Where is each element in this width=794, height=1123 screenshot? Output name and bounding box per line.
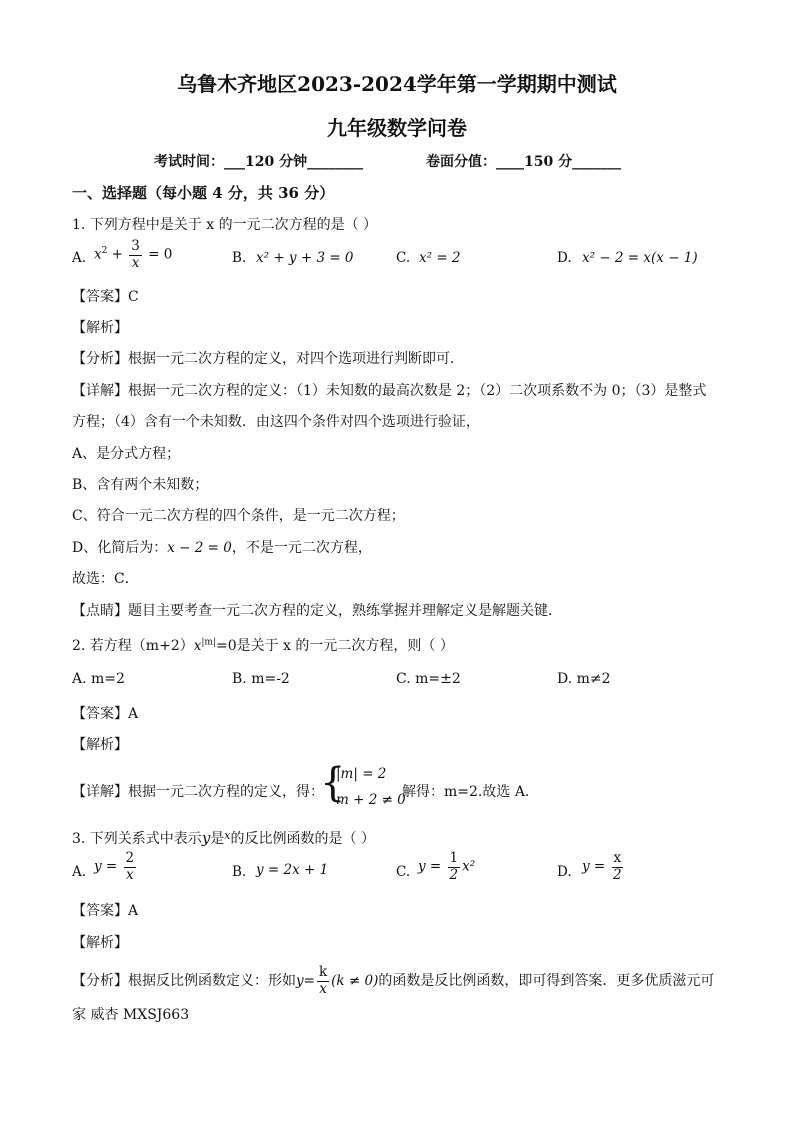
q2-answer: 【答案】A — [72, 706, 139, 722]
q2-solution: 解得：m=2.故选 A. — [402, 784, 530, 800]
q3-option-c-formula: y = $\frac{1}{2}$ x² — [418, 850, 476, 883]
q2-option-b: B. m=-2 — [232, 671, 290, 687]
q1-option-b-label: B. — [232, 250, 247, 266]
q1-answer: 【答案】C — [72, 289, 139, 305]
q3-option-a-formula: y = $\frac{2}{x}$ — [94, 850, 135, 883]
q2-option-d: D. m≠2 — [557, 671, 611, 687]
question-3-stem: 3. 下列关系式中表示y是$^x$的反比例函数的是（ ） — [72, 829, 375, 847]
q2-option-c: C. m=±2 — [396, 671, 461, 687]
full-score: 卷面分值：____150 分_______ — [426, 154, 622, 170]
q2-analysis-label: 【解析】 — [72, 737, 128, 753]
q3-answer: 【答案】A — [72, 903, 139, 919]
q1-fenxi: 【分析】根据一元二次方程的定义，对四个选项进行判断即可． — [72, 351, 464, 367]
q1-dianjing: 【点睛】题目主要考查一元二次方程的定义，熟练掌握并理解定义是解题关键． — [72, 603, 562, 619]
q3-option-d-formula: y = $\frac{x}{2}$ — [582, 850, 622, 883]
question-1-stem: 1. 下列方程中是关于 x 的一元二次方程的是（ ） — [72, 217, 378, 233]
q3-fenxi: 【分析】根据反比例函数定义：形如y= $\frac{k}{x}$ (k ≠ 0)的函数是反比例函数，即可得到答案．更多优质滋元可 — [72, 964, 715, 997]
q1-xiangjie-line1: 【详解】根据一元二次方程的定义：（1）未知数的最高次数是 2；（2）二次项系数不为 0；（3）是整式 — [72, 383, 707, 399]
q1-option-d-formula: x² − 2 = x(x − 1) — [582, 250, 698, 266]
q3-analysis-label: 【解析】 — [72, 935, 128, 951]
q1-option-c-formula: x² = 2 — [419, 250, 461, 266]
system-brace: { — [320, 760, 346, 806]
q1-option-c-label: C. — [396, 250, 411, 266]
q1-option-d-label: D. — [557, 250, 572, 266]
section-heading: 一、选择题（每小题 4 分，共 36 分） — [72, 184, 335, 202]
q1-line-d: D、化简后为：x − 2 = 0，不是一元二次方程， — [72, 540, 372, 556]
q1-line-b: B、含有两个未知数； — [72, 477, 209, 493]
q1-analysis-label: 【解析】 — [72, 320, 128, 336]
q2-system-eq2: m + 2 ≠ 0 — [336, 792, 406, 808]
q3-option-c-label: C. — [396, 864, 411, 880]
q3-option-b-label: B. — [232, 864, 247, 880]
q2-xiangjie: 【详解】根据一元二次方程的定义，得： — [72, 784, 324, 800]
q1-line-a: A、是分式方程； — [72, 446, 181, 462]
question-2-stem: 2. 若方程$(m+2)x^{|m|}=0$是关于 x 的一元二次方程，则（ ） — [72, 637, 454, 654]
q1-xiangjie-line2: 方程；（4）含有一个未知数．由这四个条件对四个选项进行验证， — [72, 414, 480, 430]
exam-time: 考试时间：___120 分钟________ — [154, 154, 364, 170]
q3-option-a-label: A. — [72, 864, 87, 880]
q3-option-b-formula: y = 2x + 1 — [256, 862, 329, 878]
q3-option-d-label: D. — [557, 864, 572, 880]
page-title: 乌鲁木齐地区2023-2024学年第一学期期中测试 — [177, 72, 617, 96]
q1-option-b-formula: x² + y + 3 = 0 — [256, 250, 354, 266]
q1-option-a-label: A. — [72, 250, 87, 266]
q2-system-eq1: |m| = 2 — [336, 766, 387, 782]
q1-option-a-formula: $x^2$ + $\frac{3}{x}$ = 0 — [94, 238, 173, 271]
q1-choice: 故选：C． — [72, 571, 139, 587]
page-footer-text: 家 威杏 MXSJ663 — [72, 1007, 190, 1023]
q2-option-a: A. m=2 — [72, 671, 125, 687]
q1-line-c: C、符合一元二次方程的四个条件，是一元二次方程； — [72, 508, 405, 524]
page-subtitle: 九年级数学问卷 — [327, 116, 467, 140]
